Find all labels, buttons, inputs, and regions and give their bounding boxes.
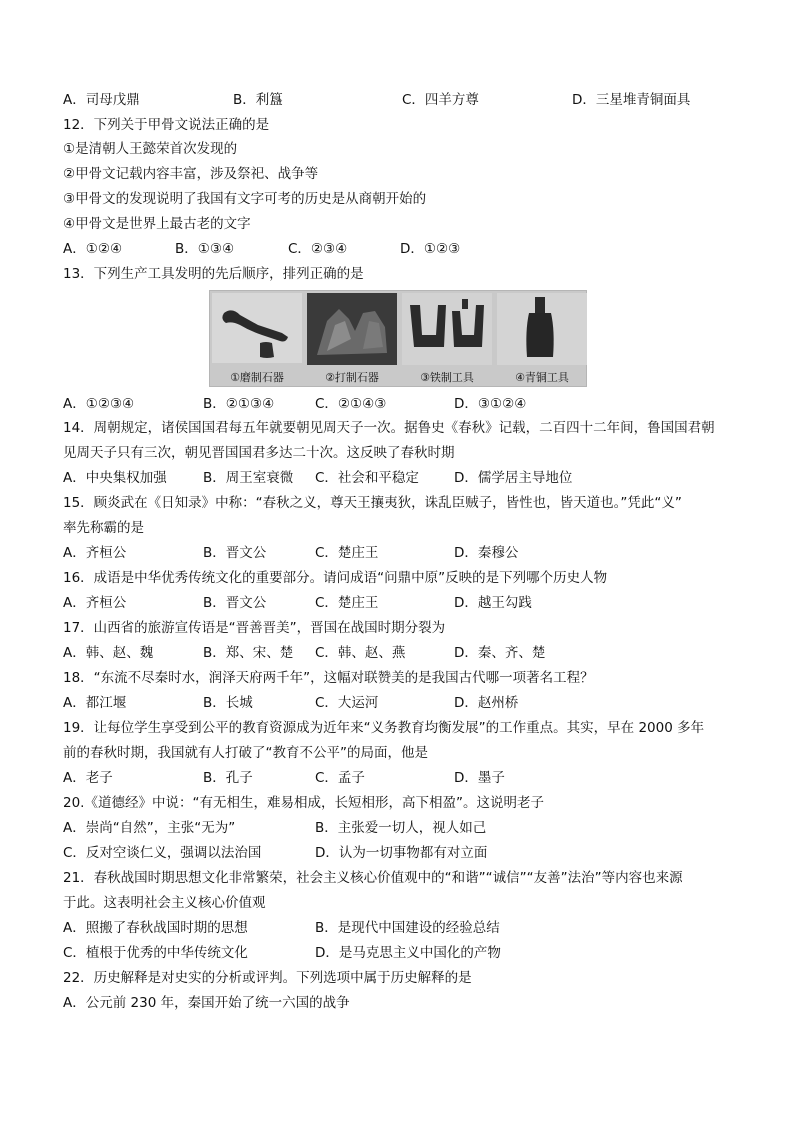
q15-option-c: C．楚庄王 bbox=[315, 545, 379, 561]
q11-option-b: B．利簋 bbox=[233, 92, 283, 108]
q11-option-a: A．司母戊鼎 bbox=[63, 92, 140, 108]
caption-chipped-stone: ②打制石器 bbox=[325, 371, 379, 384]
q14-option-b: B．周王室衰微 bbox=[203, 470, 294, 486]
q19-stem-line1: 19．让每位学生享受到公平的教育资源成为近年来“义务教育均衡发展”的工作重点。其实，早在 2000 多年 bbox=[63, 720, 705, 736]
q17-option-b: B．郑、宋、楚 bbox=[203, 645, 294, 661]
q19-stem-line2: 前的春秋时期，我国就有人打破了“教育不公平”的局面，他是 bbox=[63, 745, 428, 761]
q13-option-a: A．①②③④ bbox=[63, 396, 135, 412]
caption-iron-tools: ③铁制工具 bbox=[420, 371, 474, 384]
q14-option-a: A．中央集权加强 bbox=[63, 470, 167, 486]
q13-stem: 13．下列生产工具发明的先后顺序，排列正确的是 bbox=[63, 266, 364, 282]
q22-stem: 22．历史解释是对史实的分析或评判。下列选项中属于历史解释的是 bbox=[63, 970, 472, 986]
q12-option-a: A．①②④ bbox=[63, 241, 123, 257]
caption-bronze-tools: ④青铜工具 bbox=[515, 371, 569, 384]
q18-option-c: C．大运河 bbox=[315, 695, 379, 711]
q16-option-c: C．楚庄王 bbox=[315, 595, 379, 611]
q21-option-d: D．是马克思主义中国化的产物 bbox=[315, 945, 501, 961]
q11-option-c: C．四羊方尊 bbox=[402, 92, 479, 108]
q20-option-d: D．认为一切事物都有对立面 bbox=[315, 845, 488, 861]
q16-option-b: B．晋文公 bbox=[203, 595, 267, 611]
q18-option-d: D．赵州桥 bbox=[454, 695, 519, 711]
q19-option-d: D．墨子 bbox=[454, 770, 505, 786]
q17-option-c: C．韩、赵、燕 bbox=[315, 645, 406, 661]
q15-option-a: A．齐桓公 bbox=[63, 545, 127, 561]
q12-option-d: D．①②③ bbox=[400, 241, 461, 257]
q22-option-a: A．公元前 230 年，秦国开始了统一六国的战争 bbox=[63, 995, 350, 1011]
q18-option-a: A．都江堰 bbox=[63, 695, 127, 711]
q13-option-c: C．②①④③ bbox=[315, 396, 387, 412]
q14-stem-line2: 见周天子只有三次，朝见晋国国君多达二十次。这反映了春秋时期 bbox=[63, 445, 455, 461]
q13-option-d: D．③①②④ bbox=[454, 396, 527, 412]
q12-option-b: B．①③④ bbox=[175, 241, 235, 257]
q14-option-d: D．儒学居主导地位 bbox=[454, 470, 573, 486]
q12-item-1: ①是清朝人王懿荣首次发现的 bbox=[63, 141, 238, 157]
q20-option-a: A．崇尚“自然”，主张“无为” bbox=[63, 820, 236, 836]
q15-stem-line2: 率先称霸的是 bbox=[63, 520, 144, 536]
q17-option-a: A．韩、赵、魏 bbox=[63, 645, 154, 661]
q12-item-2: ②甲骨文记载内容丰富，涉及祭祀、战争等 bbox=[63, 166, 319, 182]
q13-option-b: B．②①③④ bbox=[203, 396, 275, 412]
q20-stem: 20.《道德经》中说：“有无相生，难易相成，长短相形，高下相盈”。这说明老子 bbox=[63, 795, 544, 811]
bronze-tool-panel bbox=[495, 291, 589, 388]
q15-option-b: B．晋文公 bbox=[203, 545, 267, 561]
polished-stone-tool-panel bbox=[210, 291, 304, 388]
q21-option-c: C．植根于优秀的中华传统文化 bbox=[63, 945, 248, 961]
q17-stem: 17．山西省的旅游宣传语是“晋善晋美”，晋国在战国时期分裂为 bbox=[63, 620, 446, 636]
q21-option-b: B．是现代中国建设的经验总结 bbox=[315, 920, 500, 936]
q14-option-c: C．社会和平稳定 bbox=[315, 470, 419, 486]
q19-option-a: A．老子 bbox=[63, 770, 113, 786]
caption-polished-stone: ①磨制石器 bbox=[230, 371, 284, 384]
q14-stem-line1: 14．周朝规定，诸侯国国君每五年就要朝见周天子一次。据鲁史《春秋》记载，二百四十二年间，鲁国国君朝 bbox=[63, 420, 715, 436]
q12-item-4: ④甲骨文是世界上最古老的文字 bbox=[63, 216, 251, 232]
q18-stem: 18．“东流不尽秦时水，润泽天府两千年”，这幅对联赞美的是我国古代哪一项著名工程？ bbox=[63, 670, 594, 686]
q21-option-a: A．照搬了春秋战国时期的思想 bbox=[63, 920, 248, 936]
q20-option-c: C．反对空谈仁义，强调以法治国 bbox=[63, 845, 262, 861]
q16-stem: 16．成语是中华优秀传统文化的重要部分。请问成语“问鼎中原”反映的是下列哪个历史人物 bbox=[63, 570, 608, 586]
q11-option-d: D．三星堆青铜面具 bbox=[572, 92, 691, 108]
q12-option-c: C．②③④ bbox=[288, 241, 348, 257]
q19-option-c: C．孟子 bbox=[315, 770, 365, 786]
q12-stem: 12．下列关于甲骨文说法正确的是 bbox=[63, 117, 270, 133]
q19-option-b: B．孔子 bbox=[203, 770, 253, 786]
q16-option-d: D．越王勾践 bbox=[454, 595, 532, 611]
q21-stem-line2: 于此。这表明社会主义核心价值观 bbox=[63, 895, 266, 911]
q17-option-d: D．秦、齐、楚 bbox=[454, 645, 546, 661]
tools-figure bbox=[209, 290, 587, 387]
iron-tool-panel bbox=[400, 291, 494, 388]
q15-option-d: D．秦穆公 bbox=[454, 545, 519, 561]
q21-stem-line1: 21．春秋战国时期思想文化非常繁荣，社会主义核心价值观中的“和谐”“诚信”“友善”法治”等内容也来源 bbox=[63, 870, 683, 886]
q12-item-3: ③甲骨文的发现说明了我国有文字可考的历史是从商朝开始的 bbox=[63, 191, 427, 207]
q16-option-a: A．齐桓公 bbox=[63, 595, 127, 611]
q20-option-b: B．主张爱一切人，视人如己 bbox=[315, 820, 487, 836]
q15-stem-line1: 15．顾炎武在《日知录》中称：“春秋之义，尊天王攘夷狄，诛乱臣贼子，皆性也，皆天道也。”凭此“义” bbox=[63, 495, 682, 511]
chipped-stone-tool-panel bbox=[305, 291, 399, 388]
q18-option-b: B．长城 bbox=[203, 695, 253, 711]
